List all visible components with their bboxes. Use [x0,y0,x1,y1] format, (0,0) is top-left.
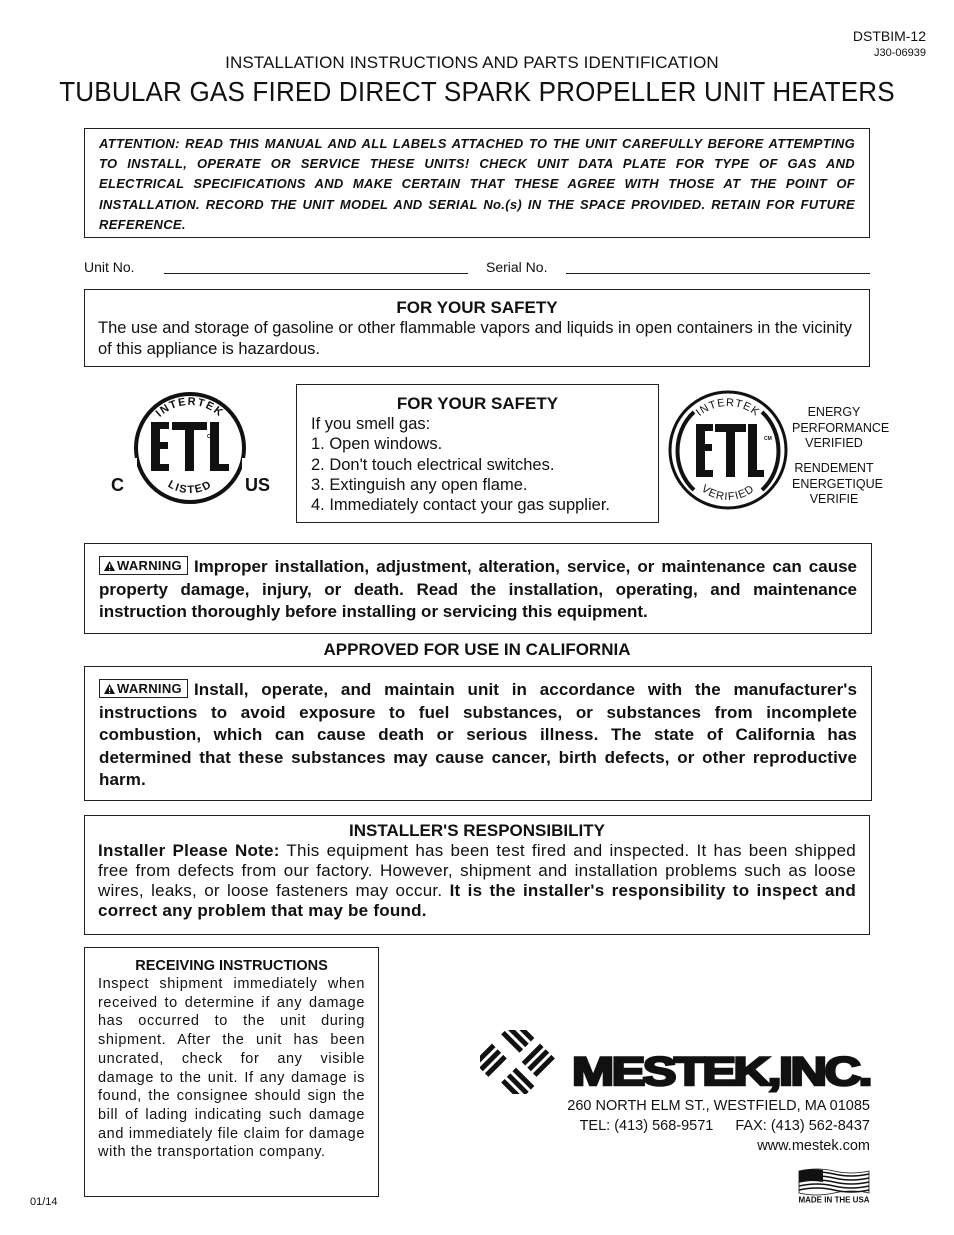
etl-canada-mark: C [111,475,124,495]
rendement-verifie-text: RENDEMENT ENERGETIQUE VERIFIE [792,461,883,506]
warning-text: Install, operate, and maintain unit in accordance with the manufacturer's instructions to avoid exposure to fuel substances, or substances from incomplete combustion, which can cause death or serious illness. The state of California has determined that these substances may cause cancer, birth defects, or other reproductive harm. [99,680,857,790]
company-fax: FAX: (413) 562-8437 [735,1118,870,1134]
revision-date: 01/14 [30,1196,58,1208]
made-in-usa-flag-icon [797,1167,871,1205]
safety-heading: FOR YOUR SAFETY [396,394,559,413]
warning-text: Improper installation, adjustment, alteration, service, or maintenance can cause property damage, injury, or death. Read the installation, operating, and maintenance instruction thoroughly before installing or servicing this equipment. [99,557,857,622]
receiving-text: Inspect shipment immediately when received to determine if any damage has occurred to the unit during shipment. After the unit has been uncrated, check for any visible damage to the unit. If any damage is found, the consignee should sign the bill of lading indicating such damage and immediately file claim for damage with the transportation company. [98,976,365,1161]
safety-box-vapors [84,289,870,367]
warning-badge: WARNING [99,679,188,698]
safety-step: 3. Extinguish any open flame. [311,475,528,494]
etl-top-arc-text: INTERTEK [693,396,762,419]
installer-emphasis: It is the installer's responsibility to inspect and correct any problem that may be found. [98,881,856,920]
etl-bottom-arc-text: LISTED [165,478,215,497]
receiving-instructions-box [84,947,379,1197]
etl-cm-mark: CM [764,436,772,442]
company-address: 260 NORTH ELM ST., WESTFIELD, MA 01085 [567,1098,870,1114]
attention-box: ATTENTION: READ THIS MANUAL AND ALL LABELS ATTACHED TO THE UNIT CAREFULLY BEFORE ATTEMPTING TO INSTALL, OPERATE OR SERVICE THESE UNITS! CHECK UNIT DATA PLATE FOR TYPE OF GAS AND ELECTRICAL SPECIFICATIONS AND MAKE CERTAIN THAT THESE AGREE WITH THOSE AT THE POINT OF INSTALLATION. RECORD THE UNIT MODEL AND SERIAL No.(s) IN THE SPACE PROVIDED. RETAIN FOR FUTURE REFERENCE. [84,128,870,238]
warning-badge: WARNING [99,556,188,575]
warning-box-installation [84,543,872,634]
etl-us-mark: US [245,475,271,495]
document-subcode: J30-06939 [874,47,926,59]
safety-step: 1. Open windows. [311,435,443,454]
safety-heading: FOR YOUR SAFETY [396,298,558,317]
mestek-logo [480,1030,874,1094]
receiving-heading: RECEIVING INSTRUCTIONS [135,958,328,974]
company-tel: TEL: (413) 568-9571 [579,1118,714,1134]
safety-text: The use and storage of gasoline or other flammable vapors and liquids in open containers in the vicinity of this appliance is hazardous. [98,319,852,358]
safety-box-gas-smell [296,384,659,523]
unit-no-field[interactable] [164,273,468,274]
company-website[interactable]: www.mestek.com [757,1138,870,1154]
installer-responsibility-box [84,815,870,935]
document-subtitle: INSTALLATION INSTRUCTIONS AND PARTS IDENTIFICATION [225,53,719,72]
etl-verified-logo [664,386,792,514]
safety-intro: If you smell gas: [311,415,431,433]
safety-step: 4. Immediately contact your gas supplier. [311,496,610,515]
serial-no-label: Serial No. [486,259,548,275]
warning-box-california [84,666,872,801]
installer-body: This equipment has been test fired and inspected. It has been shipped free from defects from our factory. However, shipment and installation problems such as loose wires, leaks, or loose fasteners may occur. [98,841,856,900]
safety-step: 2. Don't touch electrical switches. [311,455,555,474]
energy-verified-text: ENERGY PERFORMANCE VERIFIED [792,405,890,450]
installer-heading: INSTALLER'S RESPONSIBILITY [349,821,605,840]
warning-triangle-icon [104,684,115,694]
made-in-usa-text: MADE IN THE USA [798,1195,870,1205]
document-title: TUBULAR GAS FIRED DIRECT SPARK PROPELLER UNIT HEATERS [59,76,895,107]
etl-top-arc-text: INTERTEK [153,395,227,420]
warning-triangle-icon [104,561,115,571]
installer-text [98,841,856,921]
etl-listed-logo [107,382,272,516]
etl-cm-mark: CM [207,434,215,440]
etl-bottom-arc-text: VERIFIED [699,482,757,504]
unit-no-label: Unit No. [84,259,135,275]
company-phone-fax [450,1116,870,1136]
serial-no-field[interactable] [566,273,870,274]
document-code: DSTBIM-12 [852,28,926,44]
mestek-wordmark: MESTEK,INC. [572,1050,870,1094]
installer-lead: Installer Please Note: [98,841,280,860]
california-approval-heading: APPROVED FOR USE IN CALIFORNIA [323,640,631,659]
